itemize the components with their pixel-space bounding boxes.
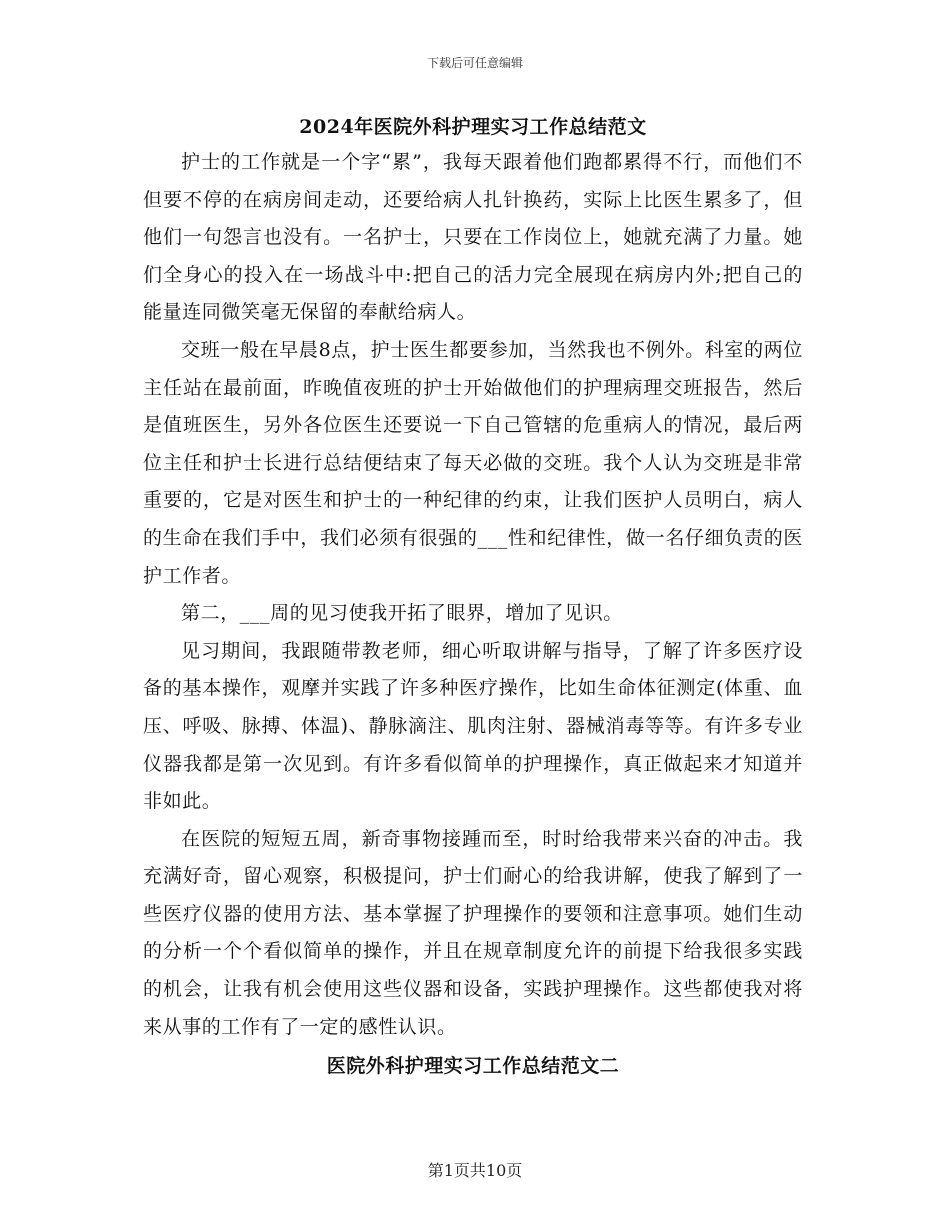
page-header-note: 下载后可任意编辑 (426, 56, 523, 70)
paragraph-3: 第二，___周的见习使我开拓了眼界，增加了见识。 (181, 602, 623, 625)
paragraph-4: 见习期间，我跟随带教老师，细心听取讲解与指导，了解了许多医疗设备的基本操作，观摩并实践了许多种医疗操作，比如生命体征测定(体重、血压、呼吸、脉搏、体温)、静脉滴注、肌肉注射、器械消毒等等。有许多专业仪器我都是第一次见到。有许多看似简单的护理操作，真正做起来才知道并非如此。 (143, 639, 803, 813)
paragraph-2: 交班一般在早晨8点，护士医生都要参加，当然我也不例外。科室的两位主任站在最前面，昨晚值夜班的护士开始做他们的护理病理交班报告，然后是值班医生，另外各位医生还要说一下自己管辖的危重病人的情况，最后两位主任和护士长进行总结便结束了每天必做的交班。我个人认为交班是非常重要的，它是对医生和护士的一种纪律的约束，让我们医护人员明白，病人的生命在我们手中，我们必须有很强的___性和纪律性，做一名仔细负责的医护工作者。 (143, 338, 803, 587)
document-title: 2024年医院外科护理实习工作总结范文 (299, 116, 647, 138)
paragraph-5: 在医院的短短五周，新奇事物接踵而至，时时给我带来兴奋的冲击。我充满好奇，留心观察，积极提问，护士们耐心的给我讲解，使我了解到了一些医疗仪器的使用方法、基本掌握了护理操作的要领和注意事项。她们生动的分析一个个看似简单的操作，并且在规章制度允许的前提下给我很多实践的机会，让我有机会使用这些仪器和设备，实践护理操作。这些都使我对将来从事的工作有了一定的感性认识。 (143, 827, 803, 1038)
section-title: 医院外科护理实习工作总结范文二 (326, 1055, 620, 1078)
document-body (143, 110, 803, 1086)
paragraph-1: 护士的工作就是一个字“累”，我每天跟着他们跑都累得不行，而他们不但要不停的在病房间走动，还要给病人扎针换药，实际上比医生累多了，但他们一句怨言也没有。一名护士，只要在工作岗位上，她就充满了力量。她们全身心的投入在一场战斗中:把自己的活力完全展现在病房内外;把自己的能量连同微笑毫无保留的奉献给病人。 (143, 151, 803, 324)
page-number: 第1页共10页 (427, 1161, 523, 1180)
